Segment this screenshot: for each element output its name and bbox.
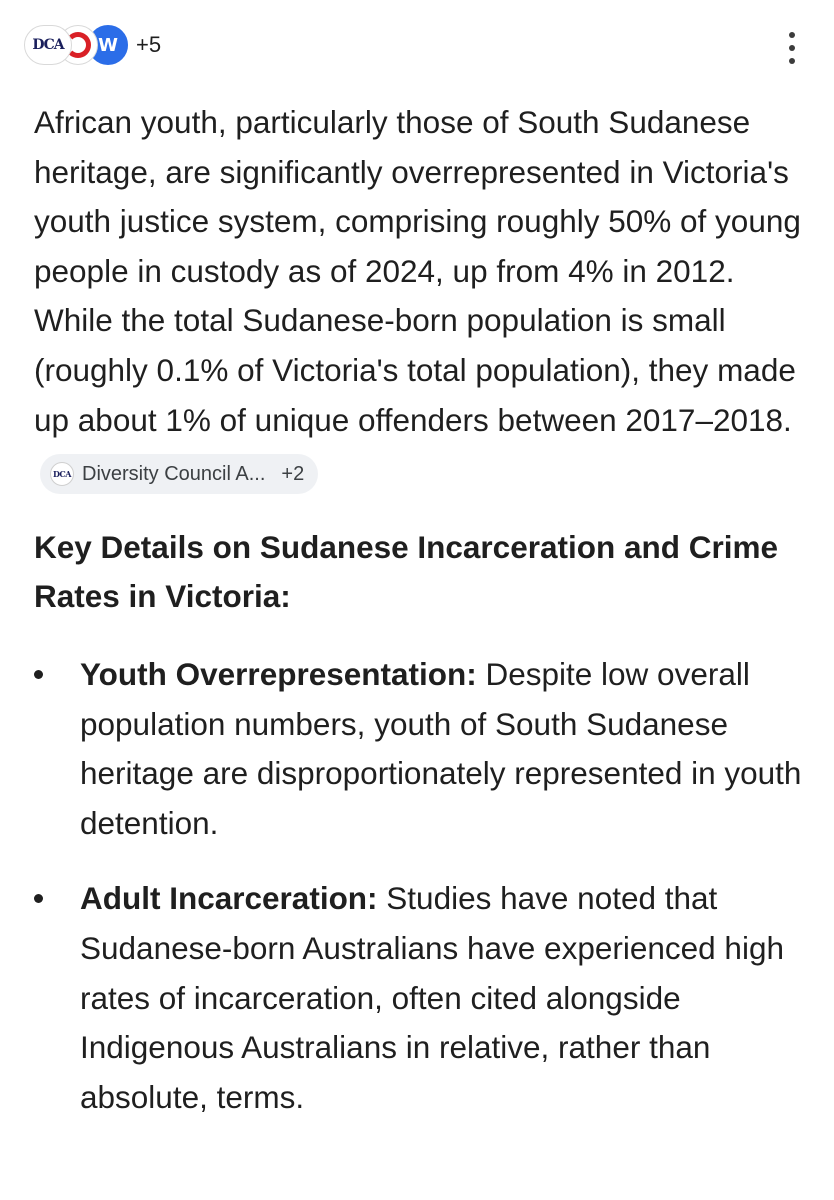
section-heading: Key Details on Sudanese Incarceration and Crime Rates in Victoria: xyxy=(34,528,779,615)
list-item-text: Despite low overall population numbers, youth of South Sudanese heritage are disproportionately represented in youth detention. xyxy=(80,655,802,841)
summary-text: African youth, particularly those of South Sudanese heritage, are significantly overrepresented in Victoria's youth justice system, comprising roughly 50% of young people in custody as of 2024, up from 4% in 2012. While the total Sudanese-born population is small (roughly 0.1% of Victoria's total population), they made up about 1% of unique offenders between 2017–2018. xyxy=(34,104,801,438)
citation-chip[interactable] xyxy=(40,454,318,494)
kebab-menu-icon[interactable] xyxy=(780,28,804,68)
list-item xyxy=(34,874,804,1122)
citation-chip-label: Diversity Council A... xyxy=(82,463,266,486)
kebab-dot xyxy=(789,45,795,51)
sources-row[interactable] xyxy=(24,22,161,68)
summary-paragraph xyxy=(34,98,804,495)
dca-logo-icon[interactable] xyxy=(24,25,72,65)
citation-chip-count: +2 xyxy=(281,463,305,486)
list-item-text: Studies have noted that Sudanese-born Australians have experienced high rates of incarceration, often cited alongside Indigenous Australians in relative, rather than absolute, terms. xyxy=(80,880,784,1115)
list-item-title: Adult Incarceration: xyxy=(80,880,378,917)
response-body xyxy=(34,98,804,1148)
source-icons-stack[interactable] xyxy=(24,23,132,67)
more-sources-count[interactable]: +5 xyxy=(136,32,162,57)
kebab-dot xyxy=(789,32,795,38)
dca-chip-logo-icon: DCA xyxy=(50,462,74,486)
kebab-dot xyxy=(789,58,795,64)
blue-logo-text: W xyxy=(98,34,118,56)
list-item xyxy=(34,650,804,848)
bullet-dot-icon xyxy=(34,894,43,903)
list-item-title: Youth Overrepresentation: xyxy=(80,655,477,692)
bullet-dot-icon xyxy=(34,670,43,679)
details-list xyxy=(34,650,804,1122)
dca-logo-text: DCA xyxy=(32,37,64,53)
